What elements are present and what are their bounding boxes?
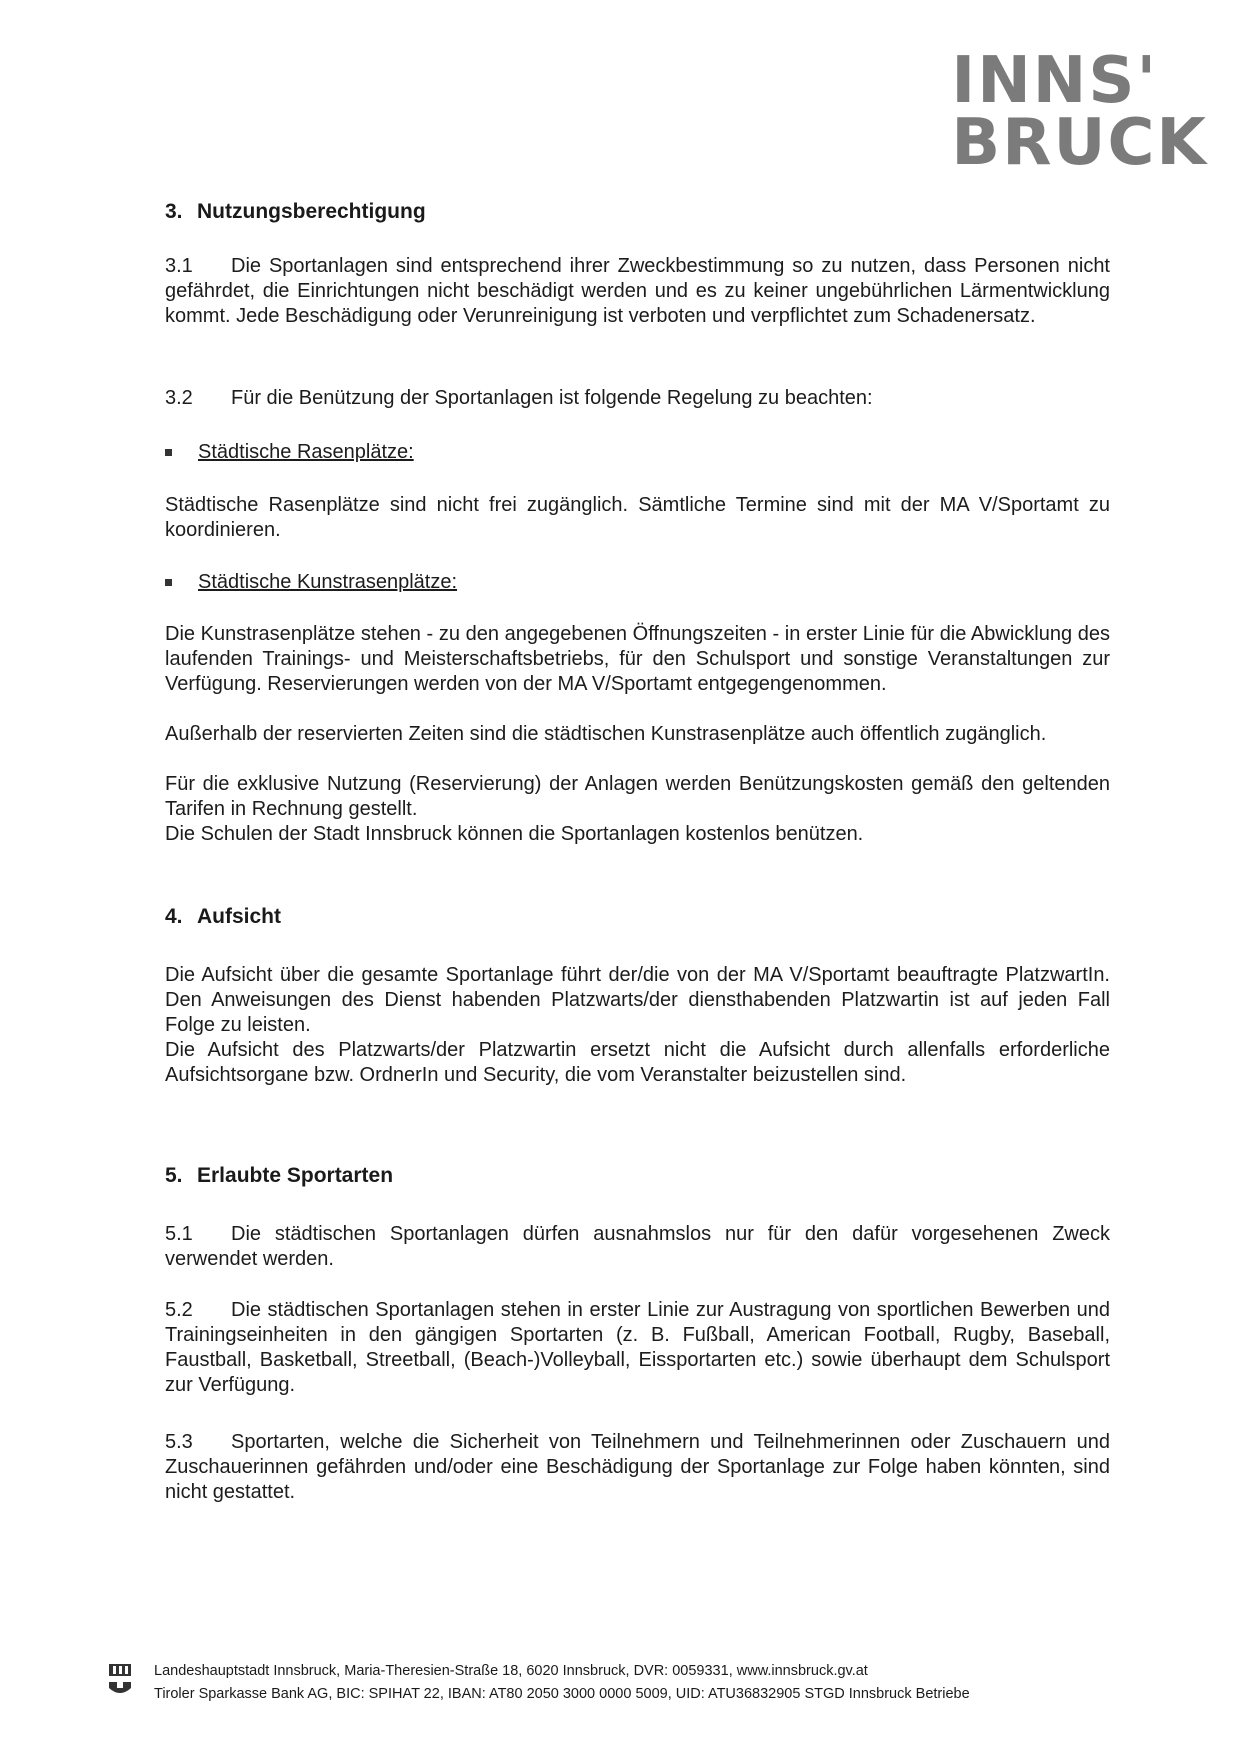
section-4-number: 4. <box>165 905 183 928</box>
logo-line-2: BRUCK <box>951 106 1208 180</box>
paragraph-5-1-number: 5.1 <box>165 1223 193 1245</box>
section-5-heading <box>165 1164 393 1188</box>
paragraph-5-2 <box>165 1298 1110 1398</box>
section-3-title: Nutzungsberechtigung <box>197 200 426 223</box>
aufsicht-text-1: Die Aufsicht über die gesamte Sportanlage führt der/die von der MA V/Sportamt beauftragte PlatzwartIn. Den Anweisungen des Dienst habenden Platzwarts/der diensthabenden Platzwartin ist auf jeden Fall Folge zu leisten. <box>165 964 1110 1036</box>
bullet-square-icon <box>165 449 172 456</box>
bullet-square-icon <box>165 579 172 586</box>
section-3-heading <box>165 200 426 224</box>
kunstrasen-text-1: Die Kunstrasenplätze stehen - zu den angegebenen Öffnungszeiten - in erster Linie für die Abwicklung des laufenden Trainings- und Meisterschaftsbetriebs, für den Schulsport und sonstige Veranstaltungen zur Verfügung. Reservierungen werden von der MA V/Sportamt entgegengenommen. <box>165 623 1110 695</box>
paragraph-5-1-text: Die städtischen Sportanlagen dürfen ausnahmslos nur für den dafür vorgesehenen Zweck verwendet werden. <box>165 1223 1110 1270</box>
aufsicht-text-2: Die Aufsicht des Platzwarts/der Platzwartin ersetzt nicht die Aufsicht durch allenfalls erforderliche Aufsichtsorgane bzw. OrdnerIn und Security, die vom Veranstalter beizustellen sind. <box>165 1039 1110 1086</box>
kunstrasen-text-2: Außerhalb der reservierten Zeiten sind die städtischen Kunstrasenplätze auch öffentlich zugänglich. <box>165 723 1047 745</box>
paragraph-5-3-text: Sportarten, welche die Sicherheit von Teilnehmern und Teilnehmerinnen oder Zuschauern und Zuschauerinnen gefährden und/oder eine Beschädigung der Sportanlage zur Folge haben könnten, sind nicht gestattet. <box>165 1431 1110 1503</box>
kunstrasen-text-4: Die Schulen der Stadt Innsbruck können die Sportanlagen kostenlos benützen. <box>165 823 864 845</box>
section-4-heading <box>165 905 281 929</box>
footer-line-2: Tiroler Sparkasse Bank AG, BIC: SPIHAT 22, IBAN: AT80 2050 3000 0000 5009, UID: ATU36832905 STGD Innsbruck Betriebe <box>154 1686 970 1702</box>
bullet-kunstrasenplaetze-label: Städtische Kunstrasenplätze: <box>198 571 458 593</box>
city-coat-icon <box>108 1662 132 1702</box>
section-5-number: 5. <box>165 1164 183 1187</box>
paragraph-5-1 <box>165 1222 1110 1272</box>
bullet-kunstrasenplaetze <box>165 570 457 595</box>
paragraph-3-2-number: 3.2 <box>165 387 193 409</box>
paragraph-5-3-number: 5.3 <box>165 1431 193 1453</box>
section-3-number: 3. <box>165 200 183 223</box>
paragraph-5-2-number: 5.2 <box>165 1299 193 1321</box>
paragraph-5-2-text: Die städtischen Sportanlagen stehen in erster Linie zur Austragung von sportlichen Bewerben und Trainingseinheiten in den gängigen Sportarten (z. B. Fußball, American Football, Rugby, Baseball, Faustball, Basketball, Streetball, (Beach-)Volleyball, Eissportarten etc.) sowie überhaupt dem Schulsport zur Verfügung. <box>165 1299 1110 1396</box>
footer-text <box>154 1660 970 1706</box>
kunstrasen-text-3: Für die exklusive Nutzung (Reservierung) der Anlagen werden Benützungskosten gemäß den geltenden Tarifen in Rechnung gestellt. <box>165 773 1110 820</box>
bullet-rasenplaetze-label: Städtische Rasenplätze: <box>198 441 414 463</box>
paragraph-5-3 <box>165 1430 1110 1505</box>
rasenplaetze-text: Städtische Rasenplätze sind nicht frei zugänglich. Sämtliche Termine sind mit der MA V/Sportamt zu koordinieren. <box>165 494 1110 541</box>
innsbruck-logo <box>951 44 1208 180</box>
paragraph-3-2 <box>165 386 1110 411</box>
paragraph-3-1-text: Die Sportanlagen sind entsprechend ihrer Zweckbestimmung so zu nutzen, dass Personen nicht gefährdet, die Einrichtungen nicht beschädigt werden und es zu keiner ungebührlichen Lärmentwicklung kommt. Jede Beschädigung oder Verunreinigung ist verboten und verpflichtet zum Schadenersatz. <box>165 255 1110 327</box>
section-4-title: Aufsicht <box>197 905 281 928</box>
section-5-title: Erlaubte Sportarten <box>197 1164 394 1187</box>
paragraph-3-2-text: Für die Benützung der Sportanlagen ist folgende Regelung zu beachten: <box>231 387 873 409</box>
logo-line-1: INNS' <box>951 44 1159 118</box>
bullet-rasenplaetze <box>165 440 414 465</box>
footer-line-1: Landeshauptstadt Innsbruck, Maria-Theresien-Straße 18, 6020 Innsbruck, DVR: 0059331, www.innsbruck.gv.at <box>154 1663 868 1679</box>
paragraph-3-1-number: 3.1 <box>165 255 193 277</box>
paragraph-3-1 <box>165 254 1110 329</box>
